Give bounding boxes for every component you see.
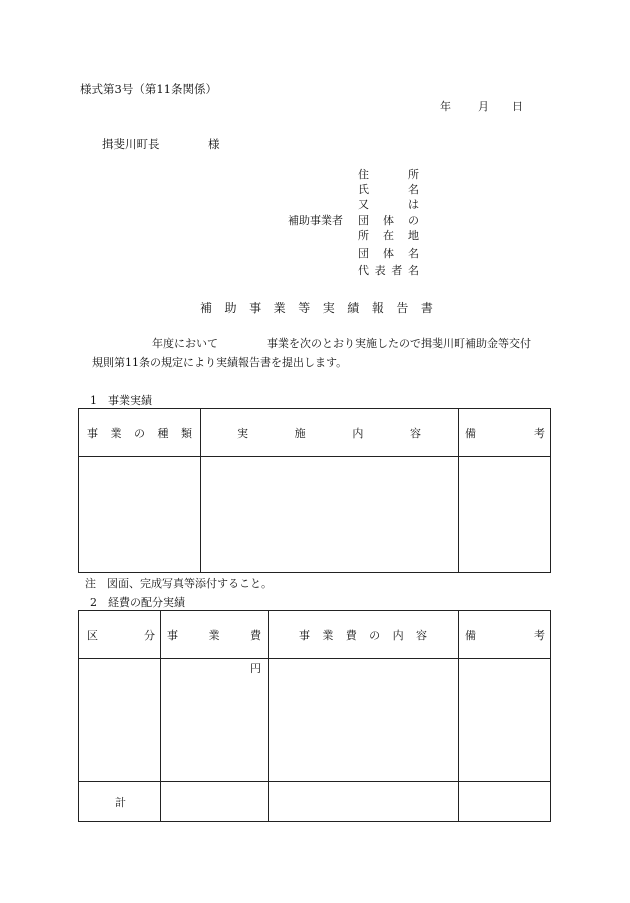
applicant-field-org-of: 団 体 の: [358, 214, 419, 227]
applicant-field-org-name: 団 体 名: [358, 247, 419, 260]
label-char: 事: [249, 301, 262, 315]
label-char: 分: [144, 629, 155, 642]
label-char: 事: [87, 427, 98, 440]
label-char: 費: [345, 629, 357, 642]
label-char: 業: [273, 301, 286, 315]
expense-allocation-table: [78, 610, 551, 822]
column-divider: [268, 611, 269, 821]
project-results-table: [78, 408, 551, 573]
body-line1-b: 事業を次のとおり実施したので揖斐川町補助金等交付: [267, 337, 531, 350]
label-char: 考: [534, 427, 545, 440]
addressee-name: 揖斐川町長: [102, 137, 160, 151]
header-category: [87, 630, 155, 641]
label-char: 事: [167, 629, 178, 642]
label-char: 類: [181, 427, 192, 440]
total-row-divider: [79, 781, 550, 782]
total-label: 計: [115, 796, 126, 809]
applicant-field-representative: 代 表 者 名: [358, 264, 419, 277]
label-char: 業: [322, 629, 334, 642]
label-char: 容: [409, 427, 421, 440]
addressee-honorific: 様: [208, 137, 220, 151]
section1-note: 注 図面、完成写真等添付すること。: [85, 577, 272, 590]
body-line1-a: 年度において: [152, 337, 218, 350]
label-char: 施: [294, 427, 306, 440]
column-divider: [458, 409, 459, 572]
label-char: の: [134, 427, 145, 440]
label-char: 考: [534, 629, 545, 642]
section2-title: 経費の配分実績: [108, 596, 185, 609]
label-char: 績: [347, 301, 360, 315]
label-char: 区: [87, 629, 98, 642]
applicant-field-name: 氏 名: [358, 183, 419, 196]
label-char: 費: [250, 629, 261, 642]
label-char: 報: [371, 301, 384, 315]
form-number: 様式第3号（第11条関係）: [80, 82, 217, 96]
label-char: 補: [200, 301, 213, 315]
label-char: 助: [224, 301, 237, 315]
column-divider: [160, 611, 161, 821]
applicant-label: 補助事業者: [288, 214, 343, 227]
label-char: 内: [352, 427, 364, 440]
column-divider: [458, 611, 459, 821]
applicant-field-location: 所 在 地: [358, 229, 419, 242]
header-cost-details: [299, 630, 427, 641]
date-month: 月: [478, 100, 489, 113]
label-char: の: [369, 629, 381, 642]
label-char: 備: [465, 427, 476, 440]
label-char: 容: [415, 629, 427, 642]
section2-number: 2: [90, 596, 97, 609]
header-remarks: [465, 630, 545, 641]
label-char: 内: [392, 629, 404, 642]
section1-number: 1: [90, 394, 97, 407]
label-char: 書: [420, 301, 433, 315]
label-char: 事: [299, 629, 310, 642]
section1-title: 事業実績: [108, 394, 152, 407]
label-char: 備: [465, 629, 476, 642]
label-char: 業: [110, 427, 122, 440]
header-remarks: [465, 428, 545, 439]
label-char: 告: [396, 301, 409, 315]
applicant-field-address: 住 所: [358, 168, 419, 181]
header-implementation-content: [237, 428, 421, 439]
date-year: 年: [440, 100, 451, 113]
table-header-divider: [79, 658, 550, 659]
table-header-divider: [79, 456, 550, 457]
header-project-type: [87, 428, 192, 439]
label-char: 実: [237, 427, 248, 440]
body-line2: 規則第11条の規定により実績報告書を提出します。: [92, 356, 348, 369]
label-char: 業: [208, 629, 220, 642]
document-title: [200, 302, 433, 314]
label-char: 実: [322, 301, 335, 315]
header-project-cost: [167, 630, 261, 641]
label-char: 種: [157, 427, 169, 440]
label-char: 等: [298, 301, 311, 315]
applicant-field-or: 又 は: [358, 198, 419, 211]
date-day: 日: [512, 100, 523, 113]
unit-yen: 円: [250, 662, 261, 675]
column-divider: [200, 409, 201, 572]
